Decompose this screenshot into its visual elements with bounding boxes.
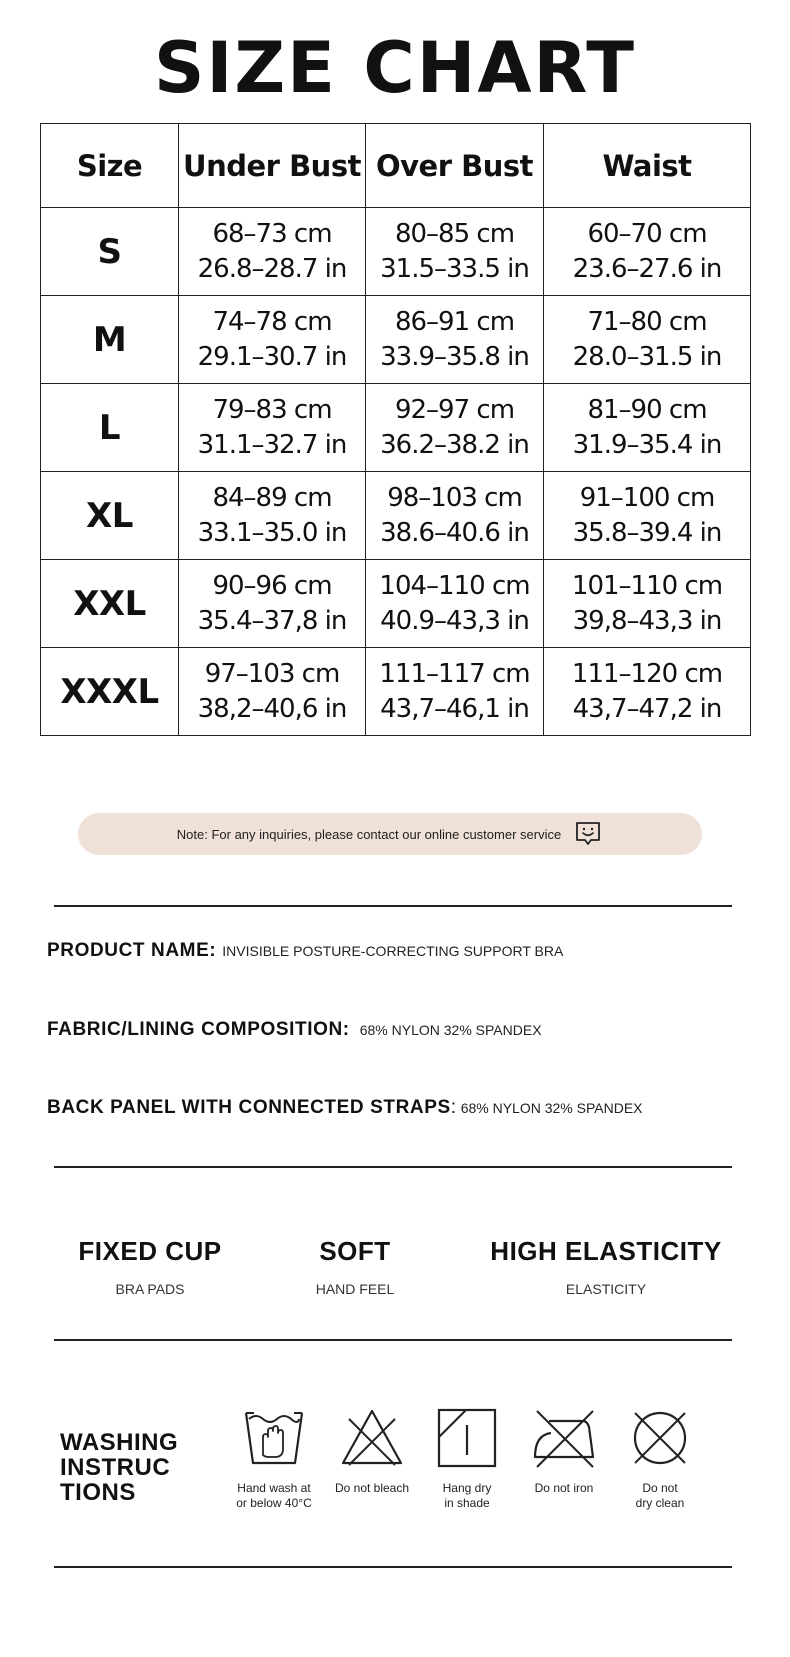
back-panel-label: BACK PANEL WITH CONNECTED STRAPS — [47, 1097, 451, 1118]
product-name-value: INVISIBLE POSTURE-CORRECTING SUPPORT BRA — [222, 943, 564, 959]
column-header-size: Size — [41, 124, 179, 208]
product-name-label: PRODUCT NAME: — [47, 940, 217, 961]
cm-value: 68–73 cm — [212, 218, 332, 249]
cm-value: 60–70 cm — [587, 218, 707, 249]
care-label — [605, 1481, 715, 1511]
under-bust-cell — [179, 648, 366, 736]
table-row — [41, 648, 751, 736]
in-value: 28.0–31.5 in — [572, 341, 722, 372]
heading-line: TIONS — [60, 1479, 136, 1506]
back-panel-colon: : — [450, 1097, 457, 1118]
column-header-over-bust: Over Bust — [366, 124, 544, 208]
fabric-row — [47, 1019, 542, 1041]
hand-wash-icon — [241, 1405, 307, 1471]
cm-value: 86–91 cm — [394, 306, 515, 337]
under-bust-cell — [179, 384, 366, 472]
in-value: 31.9–35.4 in — [572, 429, 722, 460]
cm-value: 79–83 cm — [212, 394, 332, 425]
care-label — [219, 1481, 329, 1511]
cm-value: 111–120 cm — [571, 658, 723, 689]
size-cell: XXL — [41, 560, 179, 648]
size-cell: M — [41, 296, 179, 384]
feature-soft — [290, 1236, 420, 1297]
over-bust-cell — [366, 648, 544, 736]
table-row — [41, 560, 751, 648]
fabric-label: FABRIC/LINING COMPOSITION: — [47, 1019, 350, 1040]
in-value: 35.8–39.4 in — [572, 517, 722, 548]
care-label — [509, 1481, 619, 1496]
feature-subtitle: ELASTICITY — [565, 1281, 647, 1297]
back-panel-value: 68% NYLON 32% SPANDEX — [460, 1100, 643, 1116]
feature-title: SOFT — [319, 1236, 391, 1266]
under-bust-cell — [179, 472, 366, 560]
do-not-dry-clean-icon — [627, 1405, 693, 1471]
over-bust-cell — [366, 472, 544, 560]
table-header-row — [41, 124, 751, 208]
cm-value: 98–103 cm — [387, 482, 522, 513]
care-label-line: Do not — [642, 1481, 678, 1495]
divider — [54, 905, 732, 907]
in-value: 38.6–40.6 in — [380, 517, 529, 548]
hang-dry-shade-icon — [434, 1405, 500, 1471]
feature-title: HIGH ELASTICITY — [490, 1236, 722, 1266]
cm-value: 101–110 cm — [571, 570, 723, 601]
care-label-line: Do not bleach — [334, 1481, 410, 1495]
in-value: 31.5–33.5 in — [380, 253, 529, 284]
cm-value: 111–117 cm — [379, 658, 530, 689]
size-cell: S — [41, 208, 179, 296]
in-value: 23.6–27.6 in — [572, 253, 722, 284]
in-value: 31.1–32.7 in — [197, 429, 347, 460]
divider — [54, 1339, 732, 1341]
care-do-not-bleach — [317, 1405, 427, 1496]
column-header-waist: Waist — [544, 124, 751, 208]
care-label-line: Hand wash at — [237, 1481, 311, 1495]
care-hand-wash — [219, 1405, 329, 1511]
feature-title: FIXED CUP — [78, 1236, 222, 1266]
in-value: 26.8–28.7 in — [197, 253, 347, 284]
divider — [54, 1166, 732, 1168]
waist-cell — [544, 296, 751, 384]
waist-cell — [544, 648, 751, 736]
heading-line: WASHING — [60, 1429, 179, 1456]
in-value: 38,2–40,6 in — [197, 693, 347, 724]
care-label-line: Do not iron — [534, 1481, 594, 1495]
in-value: 33.9–35.8 in — [380, 341, 529, 372]
in-value: 35.4–37,8 in — [197, 605, 347, 636]
in-value: 36.2–38.2 in — [380, 429, 529, 460]
under-bust-cell — [179, 296, 366, 384]
cm-value: 104–110 cm — [379, 570, 530, 601]
size-cell: XL — [41, 472, 179, 560]
care-label — [317, 1481, 427, 1496]
feature-fixed-cup — [70, 1236, 230, 1297]
note-text: Note: For any inquiries, please contact our online customer service — [176, 826, 562, 842]
over-bust-cell — [366, 560, 544, 648]
table-row — [41, 296, 751, 384]
do-not-bleach-icon — [339, 1405, 405, 1471]
under-bust-cell — [179, 208, 366, 296]
care-label-line: or below 40°C — [236, 1496, 312, 1510]
divider — [54, 1566, 732, 1568]
page-title: SIZE CHART — [153, 27, 637, 109]
size-cell: XXXL — [41, 648, 179, 736]
cm-value: 71–80 cm — [587, 306, 707, 337]
cm-value: 90–96 cm — [212, 570, 332, 601]
care-label-line: dry clean — [635, 1496, 685, 1510]
care-do-not-iron — [509, 1405, 619, 1496]
cm-value: 74–78 cm — [212, 306, 332, 337]
heading-line: INSTRUC — [60, 1454, 171, 1481]
care-hang-dry-shade — [412, 1405, 522, 1511]
in-value: 43,7–46,1 in — [380, 693, 529, 724]
care-do-not-dry-clean — [605, 1405, 715, 1511]
table-row — [41, 208, 751, 296]
cm-value: 84–89 cm — [212, 482, 332, 513]
do-not-iron-icon — [531, 1405, 597, 1471]
cm-value: 92–97 cm — [394, 394, 515, 425]
in-value: 43,7–47,2 in — [572, 693, 722, 724]
waist-cell — [544, 208, 751, 296]
table-row — [41, 384, 751, 472]
over-bust-cell — [366, 384, 544, 472]
feature-high-elasticity — [475, 1236, 737, 1297]
in-value: 40.9–43,3 in — [380, 605, 529, 636]
size-cell: L — [41, 384, 179, 472]
over-bust-cell — [366, 296, 544, 384]
in-value: 33.1–35.0 in — [197, 517, 347, 548]
waist-cell — [544, 384, 751, 472]
column-header-under-bust: Under Bust — [179, 124, 366, 208]
fabric-value: 68% NYLON 32% SPANDEX — [359, 1022, 542, 1038]
feature-subtitle: HAND FEEL — [315, 1281, 395, 1297]
in-value: 39,8–43,3 in — [572, 605, 722, 636]
care-label-line: Hang dry — [442, 1481, 492, 1495]
back-panel-row — [47, 1097, 643, 1119]
under-bust-cell — [179, 560, 366, 648]
product-name-row — [47, 940, 563, 962]
customer-service-note[interactable] — [78, 813, 702, 855]
cm-value: 91–100 cm — [579, 482, 715, 513]
cm-value: 80–85 cm — [394, 218, 515, 249]
waist-cell — [544, 472, 751, 560]
over-bust-cell — [366, 208, 544, 296]
care-label-line: in shade — [444, 1496, 490, 1510]
size-chart-table — [40, 123, 751, 736]
table-row — [41, 472, 751, 560]
chat-smile-icon — [573, 819, 603, 849]
washing-instructions-heading — [60, 1430, 178, 1505]
cm-value: 97–103 cm — [204, 658, 340, 689]
in-value: 29.1–30.7 in — [197, 341, 347, 372]
waist-cell — [544, 560, 751, 648]
cm-value: 81–90 cm — [587, 394, 707, 425]
feature-subtitle: BRA PADS — [115, 1281, 185, 1297]
care-label — [412, 1481, 522, 1511]
